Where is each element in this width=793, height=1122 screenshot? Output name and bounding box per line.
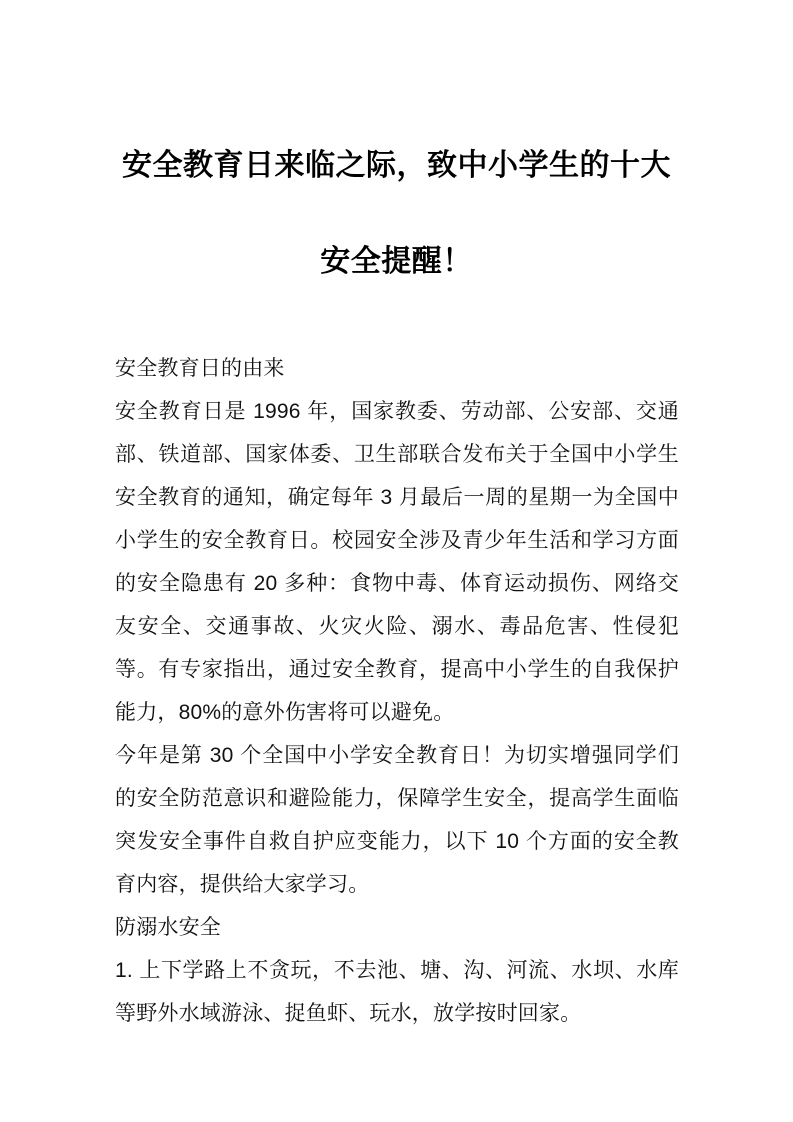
paragraph-origin-heading: 安全教育日的由来 [115, 357, 285, 380]
paragraph-drowning-heading: 防溺水安全 [115, 916, 221, 939]
paragraph-origin-body: 安全教育日是 1996 年，国家教委、劳动部、公安部、交通部、铁道部、国家体委、卫生部联合发布关于全国中小学生安全教育的通知，确定每年 3 月最后一周的星期一为全国中小学生的安全教育日。校园安全涉及青少年生活和学习方面的安全隐患有 20 多种：食物中毒、体育运动损伤、网络交友安全、交通事故、火灾火险、溺水、毒品危害、性侵犯等。有专家指出，通过安全教育，提高中小学生的自我保护能力，80%的意外伤害将可以避免。 [115, 400, 679, 724]
paragraph-this-year-body: 今年是第 30 个全国中小学安全教育日！为切实增强同学们的安全防范意识和避险能力，保障学生安全，提高学生面临突发安全事件自救自护应变能力，以下 10 个方面的安全教育内容，提供给大家学习。 [115, 744, 679, 896]
page-title: 安全教育日来临之际，致中小学生的十大安全提醒！ [122, 149, 671, 278]
paragraph-drowning-item-1: 1. 上下学路上不贪玩，不去池、塘、沟、河流、水坝、水库等野外水域游泳、捉鱼虾、玩水，放学按时回家。 [115, 959, 679, 1025]
document-body [115, 347, 679, 1035]
